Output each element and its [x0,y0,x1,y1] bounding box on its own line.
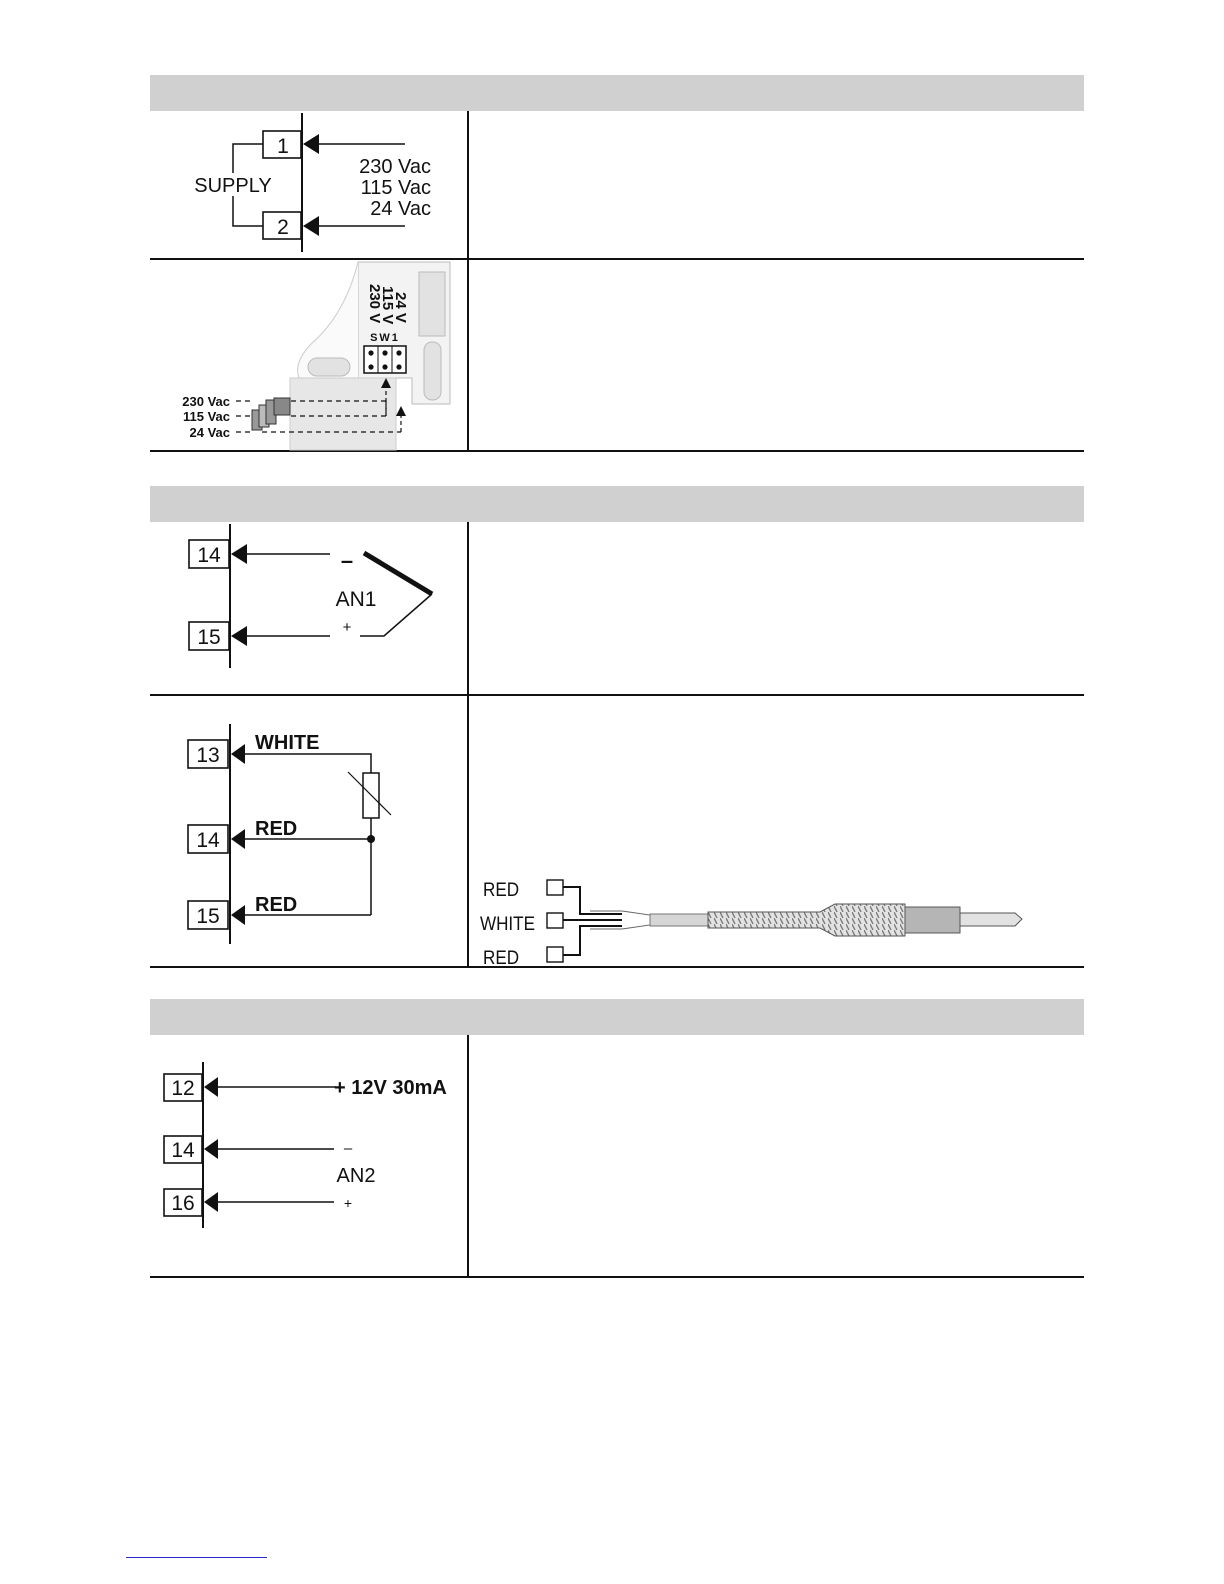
terminal-14-label: 14 [196,829,220,852]
probe-red-label: RED [483,947,520,969]
terminal-12-label: 12 [171,1077,195,1100]
terminal-14-label: 14 [171,1139,195,1162]
thermocouple-plus: + [342,619,352,636]
transmitter-plus: + [343,1195,353,1211]
wire-red-label: RED [255,894,298,916]
probe-white-label: WHITE [479,913,536,935]
voltage-115-label: 115 Vac [360,177,431,199]
an2-label: AN2 [336,1165,376,1187]
voltage-selector-diagram [182,262,450,450]
arrow-icon [231,829,245,849]
jumper-24-label: 24 Vac [189,425,230,440]
arrow-icon [204,1139,218,1159]
arrow-icon [204,1077,218,1097]
terminal-15-label: 15 [197,626,221,649]
jumper-115-label: 115 Vac [183,409,230,424]
thermocouple-minus: – [340,548,354,573]
probe-terminal-box [547,913,563,928]
an1-label: AN1 [335,588,377,611]
thermocouple-wiring-diagram [189,524,432,668]
wire-white-label: WHITE [255,732,320,754]
arrow-icon [231,905,245,925]
wire-red-label: RED [255,818,298,840]
terminal-1-label: 1 [277,135,289,158]
arrow-up-icon [396,406,406,416]
terminal-13-label: 13 [196,744,220,767]
switch-name-label: SW1 [370,332,400,344]
voltage-230-label: 230 Vac [359,156,431,178]
transmitter-minus: – [343,1140,353,1157]
arrow-icon [303,134,319,154]
supply-label: SUPPLY [194,175,272,197]
arrow-icon [204,1192,218,1212]
jumper-230-label: 230 Vac [182,394,230,409]
transmitter-supply-label: + 12V 30mA [334,1077,447,1099]
arrow-icon [303,216,319,236]
terminal-16-label: 16 [171,1192,195,1215]
switch-24v-label: 24 V [392,292,409,323]
arrow-icon [231,544,247,564]
footer-link-underline[interactable] [126,1557,267,1558]
switch-230v-label: 230 V [366,284,383,324]
rtd-wiring-diagram [188,724,391,944]
transmitter-wiring-diagram [164,1062,447,1228]
terminal-2-label: 2 [277,216,289,239]
probe-terminal-box [547,880,563,895]
probe-red-label: RED [483,879,520,901]
arrow-icon [231,626,247,646]
arrow-icon [231,744,245,764]
probe-terminal-box [547,947,563,962]
switch-115v-label: 115 V [379,286,396,325]
voltage-24-label: 24 Vac [370,198,431,220]
terminal-15-label: 15 [196,905,220,928]
supply-wiring-diagram [194,113,431,252]
rtd-probe-illustration [480,879,1022,968]
terminal-14-label: 14 [197,544,221,567]
